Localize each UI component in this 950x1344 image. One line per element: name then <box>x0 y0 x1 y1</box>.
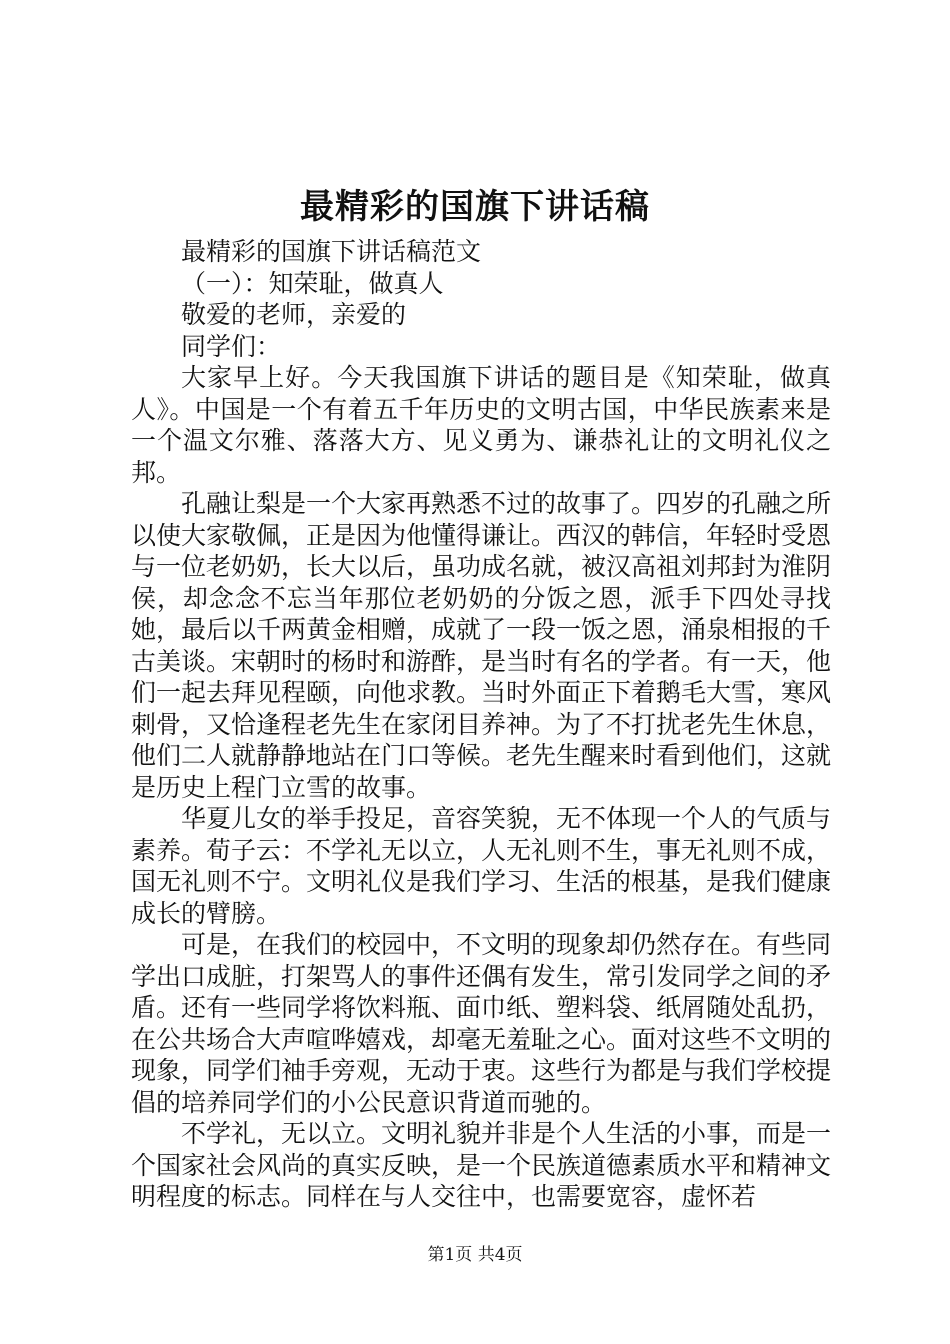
document-title: 最精彩的国旗下讲话稿 <box>300 187 650 227</box>
greeting-line: 敬爱的老师，亲爱的 <box>181 300 407 329</box>
paragraph: 华夏儿女的举手投足，音容笑貌，无不体现一个人的气质与素养。荀子云：不学礼无以立，人无礼则不生，事无礼则不成，国无礼则不宁。文明礼仪是我们学习、生活的根基，是我们健康成长的臂膀。 <box>131 804 832 928</box>
paragraph: 不学礼，无以立。文明礼貌并非是个人生活的小事，而是一个国家社会风尚的真实反映，是一个民族道德素质水平和精神文明程度的标志。同样在与人交往中，也需要宽容，虚怀若 <box>131 1119 832 1211</box>
paragraph: 孔融让梨是一个大家再熟悉不过的故事了。四岁的孔融之所以使大家敬佩，正是因为他懂得谦让。西汉的韩信，年轻时受恩与一位老奶奶，长大以后，虽功成名就，被汉高祖刘邦封为淮阴侯，却念念不忘当年那位老奶奶的分饭之恩，派手下四处寻找她，最后以千两黄金相赠，成就了一段一饭之恩，涌泉相报的千古美谈。宋朝时的杨时和游酢，是当时有名的学者。有一天，他们一起去拜见程颐，向他求教。当时外面正下着鹅毛大雪，寒风刺骨，又恰逢程老先生在家闭目养神。为了不打扰老先生休息，他们二人就静静地站在门口等候。老先生醒来时看到他们，这就是历史上程门立雪的故事。 <box>131 489 832 802</box>
paragraph: 大家早上好。今天我国旗下讲话的题目是《知荣耻，做真人》。中国是一个有着五千年历史的文明古国，中华民族素来是一个温文尔雅、落落大方、见义勇为、谦恭礼让的文明礼仪之邦。 <box>131 363 831 487</box>
section-heading: （一）：知荣耻，做真人 <box>181 268 444 298</box>
paragraph: 可是，在我们的校园中，不文明的现象却仍然存在。有些同学出口成脏，打架骂人的事件还偶有发生，常引发同学之间的矛盾。还有一些同学将饮料瓶、面巾纸、塑料袋、纸屑随处乱扔，在公共场合大声喧哗嬉戏，却毫无羞耻之心。面对这些不文明的现象，同学们袖手旁观，无动于衷。这些行为都是与我们学校提倡的培养同学们的小公民意识背道而驰的。 <box>131 930 832 1117</box>
greeting-line: 同学们： <box>181 331 282 361</box>
subtitle-line: 最精彩的国旗下讲话稿范文 <box>181 237 482 266</box>
page-footer: 第1页 共4页 <box>427 1245 523 1265</box>
document-body <box>131 236 831 1213</box>
